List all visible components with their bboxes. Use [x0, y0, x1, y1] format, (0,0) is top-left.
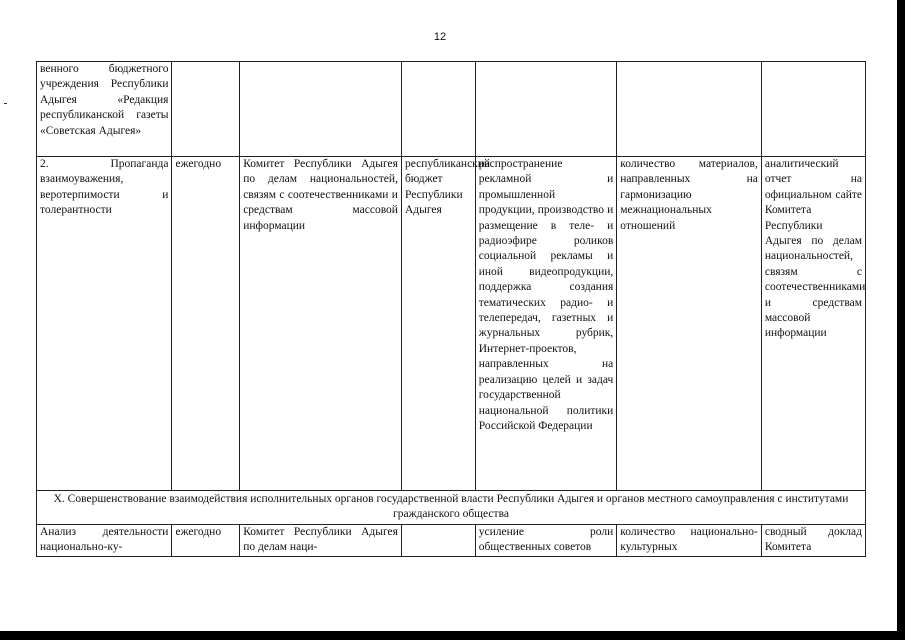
table-row — [37, 525, 866, 557]
table-row — [37, 62, 866, 157]
section-row — [37, 491, 866, 525]
margin-mark — [4, 103, 7, 104]
page-number: 12 — [433, 31, 447, 43]
table-cell-result — [475, 62, 617, 157]
table-cell-report: аналитический отчет на официальном сайте Комитета Республики Адыгея по делам национальностей, связям с соотечественниками и средствам массовой информации — [761, 157, 865, 491]
table-cell-result: усиление роли общественных советов — [475, 525, 617, 557]
measures-table — [36, 61, 866, 557]
table-cell-executor: Комитет Республики Адыгея по делам национальностей, связям с соотечественниками и средствам массовой информации — [240, 157, 402, 491]
table-cell-executor: Комитет Республики Адыгея по делам наци- — [240, 525, 402, 557]
scan-edge-right — [897, 0, 905, 640]
table-row — [37, 157, 866, 491]
table-cell-result: распространение рекламной и промышленной продукции, производство и размещение в теле- и радиоэфире роликов социальной рекламы и иной видеопродукции, поддержка создания тематических радио- и телепередач, газетных и журнальных рубрик, Интернет-проектов, направленных на реализацию целей и задач государственной национальной политики Российской Федерации — [475, 157, 617, 491]
table-cell-indicator: количество национально-культурных — [617, 525, 762, 557]
table-cell-funding — [401, 62, 475, 157]
section-heading: X. Совершенствование взаимодействия исполнительных органов государственной власти Республики Адыгея и органов местного самоуправления с институтами гражданского общества — [37, 491, 866, 525]
table-cell-organization-continued: венного бюджетного учреждения Республики Адыгея «Редакция республиканской газеты «Советская Адыгея» — [37, 62, 172, 157]
table-cell-period: ежегодно — [172, 157, 240, 491]
scan-edge-bottom — [0, 631, 905, 640]
table-cell-funding — [401, 525, 475, 557]
table-cell-measure: 2. Пропаганда взаимоуважения, веротерпимости и толерантности — [37, 157, 172, 491]
table-cell-indicator — [617, 62, 762, 157]
table-cell-executor — [240, 62, 402, 157]
table-cell-report: сводный доклад Комитета — [761, 525, 865, 557]
table-cell-report — [761, 62, 865, 157]
table-cell-period — [172, 62, 240, 157]
table-cell-period: ежегодно — [172, 525, 240, 557]
table-cell-measure: Анализ деятельности национально-ку- — [37, 525, 172, 557]
table-cell-funding: республиканский бюджет Республики Адыгея — [401, 157, 475, 491]
table-cell-indicator: количество материалов, направленных на гармонизацию межнациональных отношений — [617, 157, 762, 491]
